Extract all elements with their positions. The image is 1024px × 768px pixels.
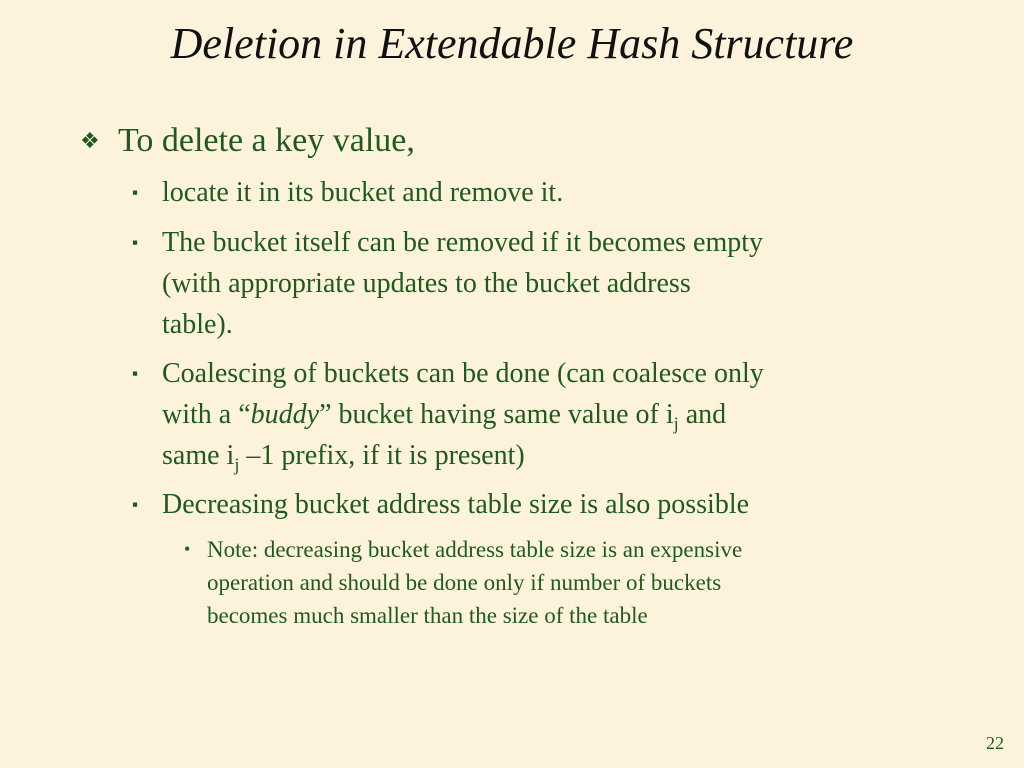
bullet-line: operation and should be done only if number of buckets	[207, 570, 722, 595]
bullet-text: Decreasing bucket address table size is also possible	[162, 489, 750, 520]
square-bullet-icon: ▪	[132, 183, 139, 202]
square-bullet-icon: ▪	[132, 233, 139, 252]
bullet-text	[162, 353, 972, 476]
diamond-bullet-icon: ❖	[80, 128, 100, 153]
buddy-term: buddy	[250, 399, 320, 430]
bullet-line: Coalescing of buckets can be done (can coalesce only	[162, 358, 764, 389]
text-run: –1 prefix, if it is present)	[239, 440, 525, 471]
slide-title: Deletion in Extendable Hash Structure	[170, 19, 854, 68]
subscript-j: j	[673, 413, 679, 434]
square-bullet-icon: ▪	[132, 364, 139, 383]
bullet-line: table).	[162, 309, 233, 340]
bullet-text: To delete a key value,	[118, 122, 415, 159]
dot-bullet-icon: •	[184, 539, 191, 559]
bullet-line: The bucket itself can be removed if it becomes empty	[162, 227, 764, 258]
bullet-text	[207, 533, 957, 632]
text-run: same i	[162, 440, 235, 471]
bullet-text: locate it in its bucket and remove it.	[162, 177, 564, 208]
bullet-line: (with appropriate updates to the bucket address	[162, 268, 691, 299]
text-run: and	[678, 399, 727, 430]
bullet-line	[162, 435, 972, 476]
subscript-j: j	[234, 454, 240, 475]
bullet-line	[162, 394, 972, 435]
text-run: with a “	[162, 399, 251, 430]
text-run: ” bucket having same value of i	[319, 399, 674, 430]
bullet-line: Note: decreasing bucket address table size is an expensive	[207, 537, 743, 562]
square-bullet-icon: ▪	[132, 495, 139, 514]
page-number: 22	[986, 733, 1004, 753]
bullet-line: becomes much smaller than the size of the table	[207, 603, 648, 628]
bullet-text	[162, 222, 972, 345]
